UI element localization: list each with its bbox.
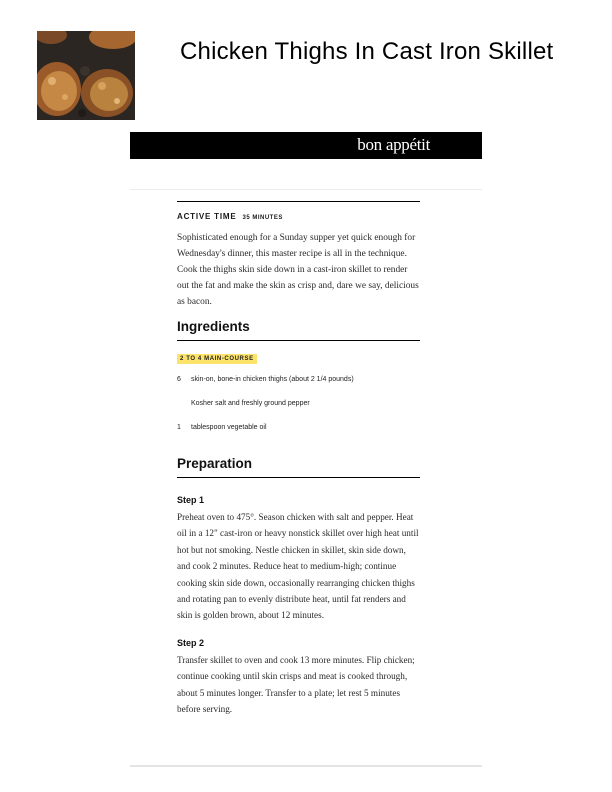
ingredient-qty: 1 xyxy=(177,424,181,431)
brand-banner xyxy=(130,132,482,159)
ingredient-text: tablespoon vegetable oil xyxy=(191,424,267,431)
ingredients-rule xyxy=(177,340,420,341)
ingredient-item xyxy=(177,374,420,398)
active-time xyxy=(177,212,420,221)
bon-appetit-logo: bon appétit xyxy=(357,135,430,154)
ingredient-qty: 6 xyxy=(177,376,181,383)
step-1-title: Step 1 xyxy=(177,495,205,505)
recipe-card xyxy=(177,201,420,717)
step-1-text: Preheat oven to 475°. Season chicken with salt and pepper. Heat oil in a 12" cast-iron or heavy nonstick skillet over high heat until hot but not smoking. Nestle chicken in skillet, skin side down, and cook 2 minutes. Reduce heat to medium-high; continue cooking skin side down, occasionally rearranging chicken thighs and rotating pan to evenly distribute heat, until fat renders and skin is golden brown, about 12 minutes. xyxy=(177,512,419,621)
ingredient-item xyxy=(177,422,420,446)
active-time-label: ACTIVE TIME xyxy=(177,212,237,221)
header-rule xyxy=(177,201,420,202)
active-time-value: 35 MINUTES xyxy=(242,215,283,221)
chicken-photo xyxy=(37,31,135,120)
preparation-rule xyxy=(177,477,420,478)
ingredients-heading: Ingredients xyxy=(177,319,250,334)
top-divider xyxy=(130,189,482,190)
ingredient-item xyxy=(177,398,420,422)
recipe-intro: Sophisticated enough for a Sunday supper yet quick enough for Wednesday's dinner, this master recipe is all in the technique. Cook the thighs skin side down in a cast-iron skillet to render out the fat and make the skin as crisp and, dare we say, delicious as bacon. xyxy=(177,233,419,307)
bottom-divider xyxy=(130,765,482,767)
page-title: Chicken Thighs In Cast Iron Skillet xyxy=(180,38,554,65)
step-2-title: Step 2 xyxy=(177,637,205,648)
chicken-photo-image xyxy=(37,31,135,120)
yield-badge: 2 TO 4 MAIN-COURSE xyxy=(177,354,257,364)
ingredients-list xyxy=(177,374,420,446)
preparation-heading: Preparation xyxy=(177,456,253,471)
ingredient-text: Kosher salt and freshly ground pepper xyxy=(191,400,310,407)
ingredient-text: skin-on, bone-in chicken thighs (about 2 1/4 pounds) xyxy=(191,376,354,383)
step-2-text: Transfer skillet to oven and cook 13 more minutes. Flip chicken; continue cooking until skin crisps and meat is cooked through, about 5 minutes longer. Transfer to a plate; let rest 5 minutes before serving. xyxy=(177,654,415,715)
